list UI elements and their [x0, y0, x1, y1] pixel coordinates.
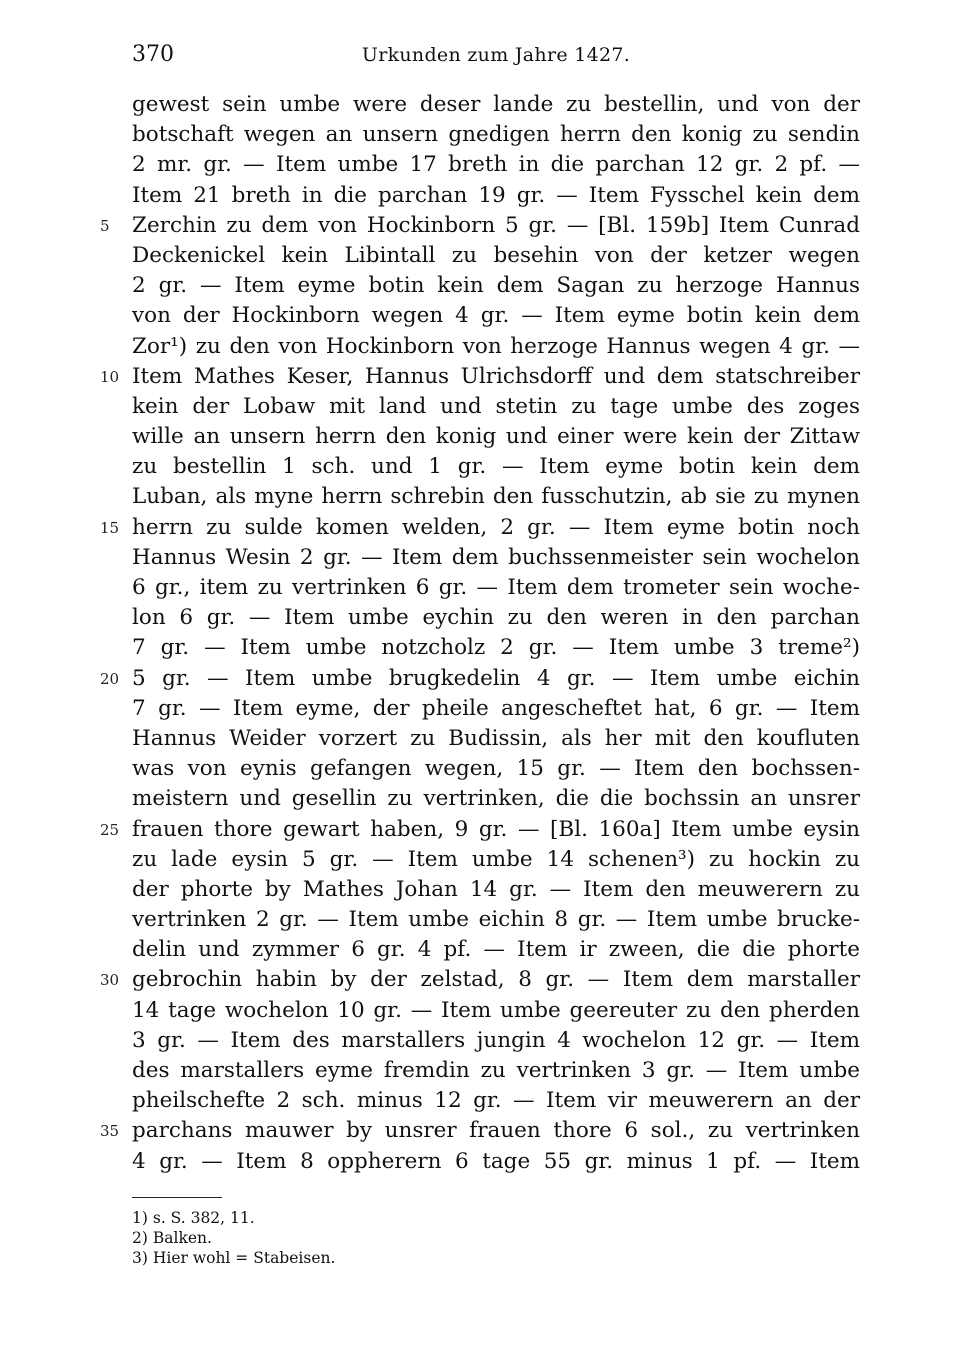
line-text: des marstallers eyme fremdin zu vertrinken 3 gr. — Item umbe — [132, 1058, 860, 1083]
line-text: kein der Lobaw mit land und stetin zu tage umbe des zoges — [132, 393, 860, 419]
footnote — [132, 1208, 532, 1228]
running-head: Urkunden zum Jahre 1427. — [361, 44, 631, 66]
text-line — [132, 1086, 860, 1116]
text-line — [100, 815, 860, 845]
text-line — [132, 875, 860, 905]
line-number: 5 — [100, 216, 110, 235]
line-number: 10 — [100, 367, 120, 386]
line-number: 15 — [100, 518, 120, 537]
footnote-text: Hier wohl = Stabeisen. — [152, 1249, 336, 1267]
text-line — [100, 362, 860, 392]
line-text: Zerchin zu dem von Hockinborn 5 gr. — [Bl. 159b] Item Cunrad — [132, 212, 860, 238]
line-number: 35 — [100, 1122, 120, 1141]
footnote-divider — [132, 1197, 222, 1198]
text-line — [132, 573, 860, 603]
text-line — [132, 754, 860, 784]
line-text: Item 21 breth in die parchan 19 gr. — Item Fysschel kein dem — [132, 182, 860, 208]
line-text: gebrochin habin by der zelstad, 8 gr. — Item dem marstaller — [132, 967, 860, 993]
line-text: parchans mauwer by unsrer frauen thore 6 sol., zu vertrinken — [132, 1118, 860, 1144]
line-number: 20 — [100, 669, 120, 688]
text-line — [132, 1056, 860, 1086]
text-line — [132, 1147, 860, 1177]
text-line — [100, 513, 860, 543]
footnote-mark: 1) — [132, 1209, 148, 1227]
text-line — [132, 1026, 860, 1056]
text-line — [132, 784, 860, 814]
footnote-text: s. S. 382, 11. — [152, 1209, 255, 1227]
footnote-mark: 3) — [132, 1249, 148, 1267]
line-number: 25 — [100, 820, 120, 839]
text-line — [100, 1116, 860, 1146]
text-line — [132, 482, 860, 512]
line-text: vertrinken 2 gr. — Item umbe eichin 8 gr. — Item umbe brucke- — [132, 907, 860, 933]
line-text: Hannus Weider vorzert zu Budissin, als her mit den koufluten — [132, 725, 860, 751]
line-text: frauen thore gewart haben, 9 gr. — [Bl. 160a] Item umbe eysin — [132, 816, 860, 842]
text-line — [132, 724, 860, 754]
text-line — [132, 633, 860, 663]
line-text: 2 mr. gr. — Item umbe 17 breth in die parchan 12 gr. 2 pf. — — [132, 152, 860, 178]
footnote-text: Balken. — [152, 1229, 212, 1247]
document-body — [100, 90, 860, 1177]
text-line — [132, 935, 860, 965]
footnotes — [132, 1208, 532, 1268]
line-text: botschaft wegen an unsern gnedigen herrn den konig zu sendin — [132, 122, 860, 148]
line-text: 7 gr. — Item umbe notzcholz 2 gr. — Item umbe 3 treme²) — [132, 635, 860, 661]
text-line — [132, 543, 860, 573]
text-line — [132, 301, 860, 331]
line-text: 3 gr. — Item des marstallers jungin 4 wochelon 12 gr. — Item — [132, 1027, 860, 1053]
line-text: 14 tage wochelon 10 gr. — Item umbe geereuter zu den pherden — [132, 997, 860, 1023]
text-line — [132, 392, 860, 422]
line-text: zu lade eysin 5 gr. — Item umbe 14 schenen³) zu hockin zu — [132, 846, 860, 872]
text-line — [132, 150, 860, 180]
line-text: Item Mathes Keser, Hannus Ulrichsdorff und dem statschreiber — [132, 363, 860, 389]
text-line — [132, 603, 860, 633]
line-text: was von eynis gefangen wegen, 15 gr. — Item den bochssen- — [132, 756, 860, 782]
line-text: meistern und gesellin zu vertrinken, die die bochssin an unsrer — [132, 786, 860, 812]
text-line — [132, 845, 860, 875]
text-line — [132, 90, 860, 120]
line-text: Hannus Wesin 2 gr. — Item dem buchssenmeister sein wochelon — [132, 544, 860, 570]
line-text: Zor¹) zu den von Hockinborn von herzoge Hannus wegen 4 gr. — — [132, 333, 860, 359]
line-text: herrn zu sulde komen welden, 2 gr. — Item eyme botin noch — [132, 514, 860, 540]
line-text: delin und zymmer 6 gr. 4 pf. — Item ir zween, die die phorte — [132, 937, 860, 963]
line-text: 5 gr. — Item umbe brugkedelin 4 gr. — Item umbe eichin — [132, 665, 860, 691]
line-text: 7 gr. — Item eyme, der pheile angescheftet hat, 6 gr. — Item — [132, 695, 860, 721]
line-text: lon 6 gr. — Item umbe eychin zu den weren in den parchan — [132, 605, 860, 631]
text-line — [132, 271, 860, 301]
line-text: Luban, als myne herrn schrebin den fusschutzin, ab sie zu mynen — [132, 484, 860, 510]
line-text: pheilschefte 2 sch. minus 12 gr. — Item vir meuwerern an der — [132, 1088, 860, 1114]
text-line — [100, 664, 860, 694]
line-text: gewest sein umbe were deser lande zu bestellin, und von der — [132, 92, 860, 117]
footnote — [132, 1248, 532, 1268]
text-line — [132, 241, 860, 271]
text-line — [132, 181, 860, 211]
text-line — [100, 965, 860, 995]
page-header — [132, 42, 860, 74]
text-line — [132, 120, 860, 150]
line-text: der phorte by Mathes Johan 14 gr. — Item den meuwerern zu — [132, 876, 860, 902]
line-number: 30 — [100, 971, 120, 990]
text-line — [132, 452, 860, 482]
text-line — [132, 996, 860, 1026]
line-text: 6 gr., item zu vertrinken 6 gr. — Item dem trometer sein woche- — [132, 575, 860, 600]
text-line — [100, 211, 860, 241]
footnote-mark: 2) — [132, 1229, 148, 1247]
line-text: Deckenickel kein Libintall zu besehin von der ketzer wegen — [132, 242, 860, 268]
text-line — [132, 332, 860, 362]
footnote — [132, 1228, 532, 1248]
text-line — [132, 905, 860, 935]
line-text: zu bestellin 1 sch. und 1 gr. — Item eyme botin kein dem — [132, 454, 860, 480]
text-line — [132, 694, 860, 724]
line-text: wille an unsern herrn den konig und einer were kein der Zittaw — [132, 424, 860, 450]
line-text: 4 gr. — Item 8 oppherern 6 tage 55 gr. minus 1 pf. — Item — [132, 1148, 860, 1174]
line-text: 2 gr. — Item eyme botin kein dem Sagan zu herzoge Hannus — [132, 273, 860, 299]
line-text: von der Hockinborn wegen 4 gr. — Item eyme botin kein dem — [132, 303, 860, 329]
page-number: 370 — [132, 42, 174, 67]
text-line — [132, 422, 860, 452]
